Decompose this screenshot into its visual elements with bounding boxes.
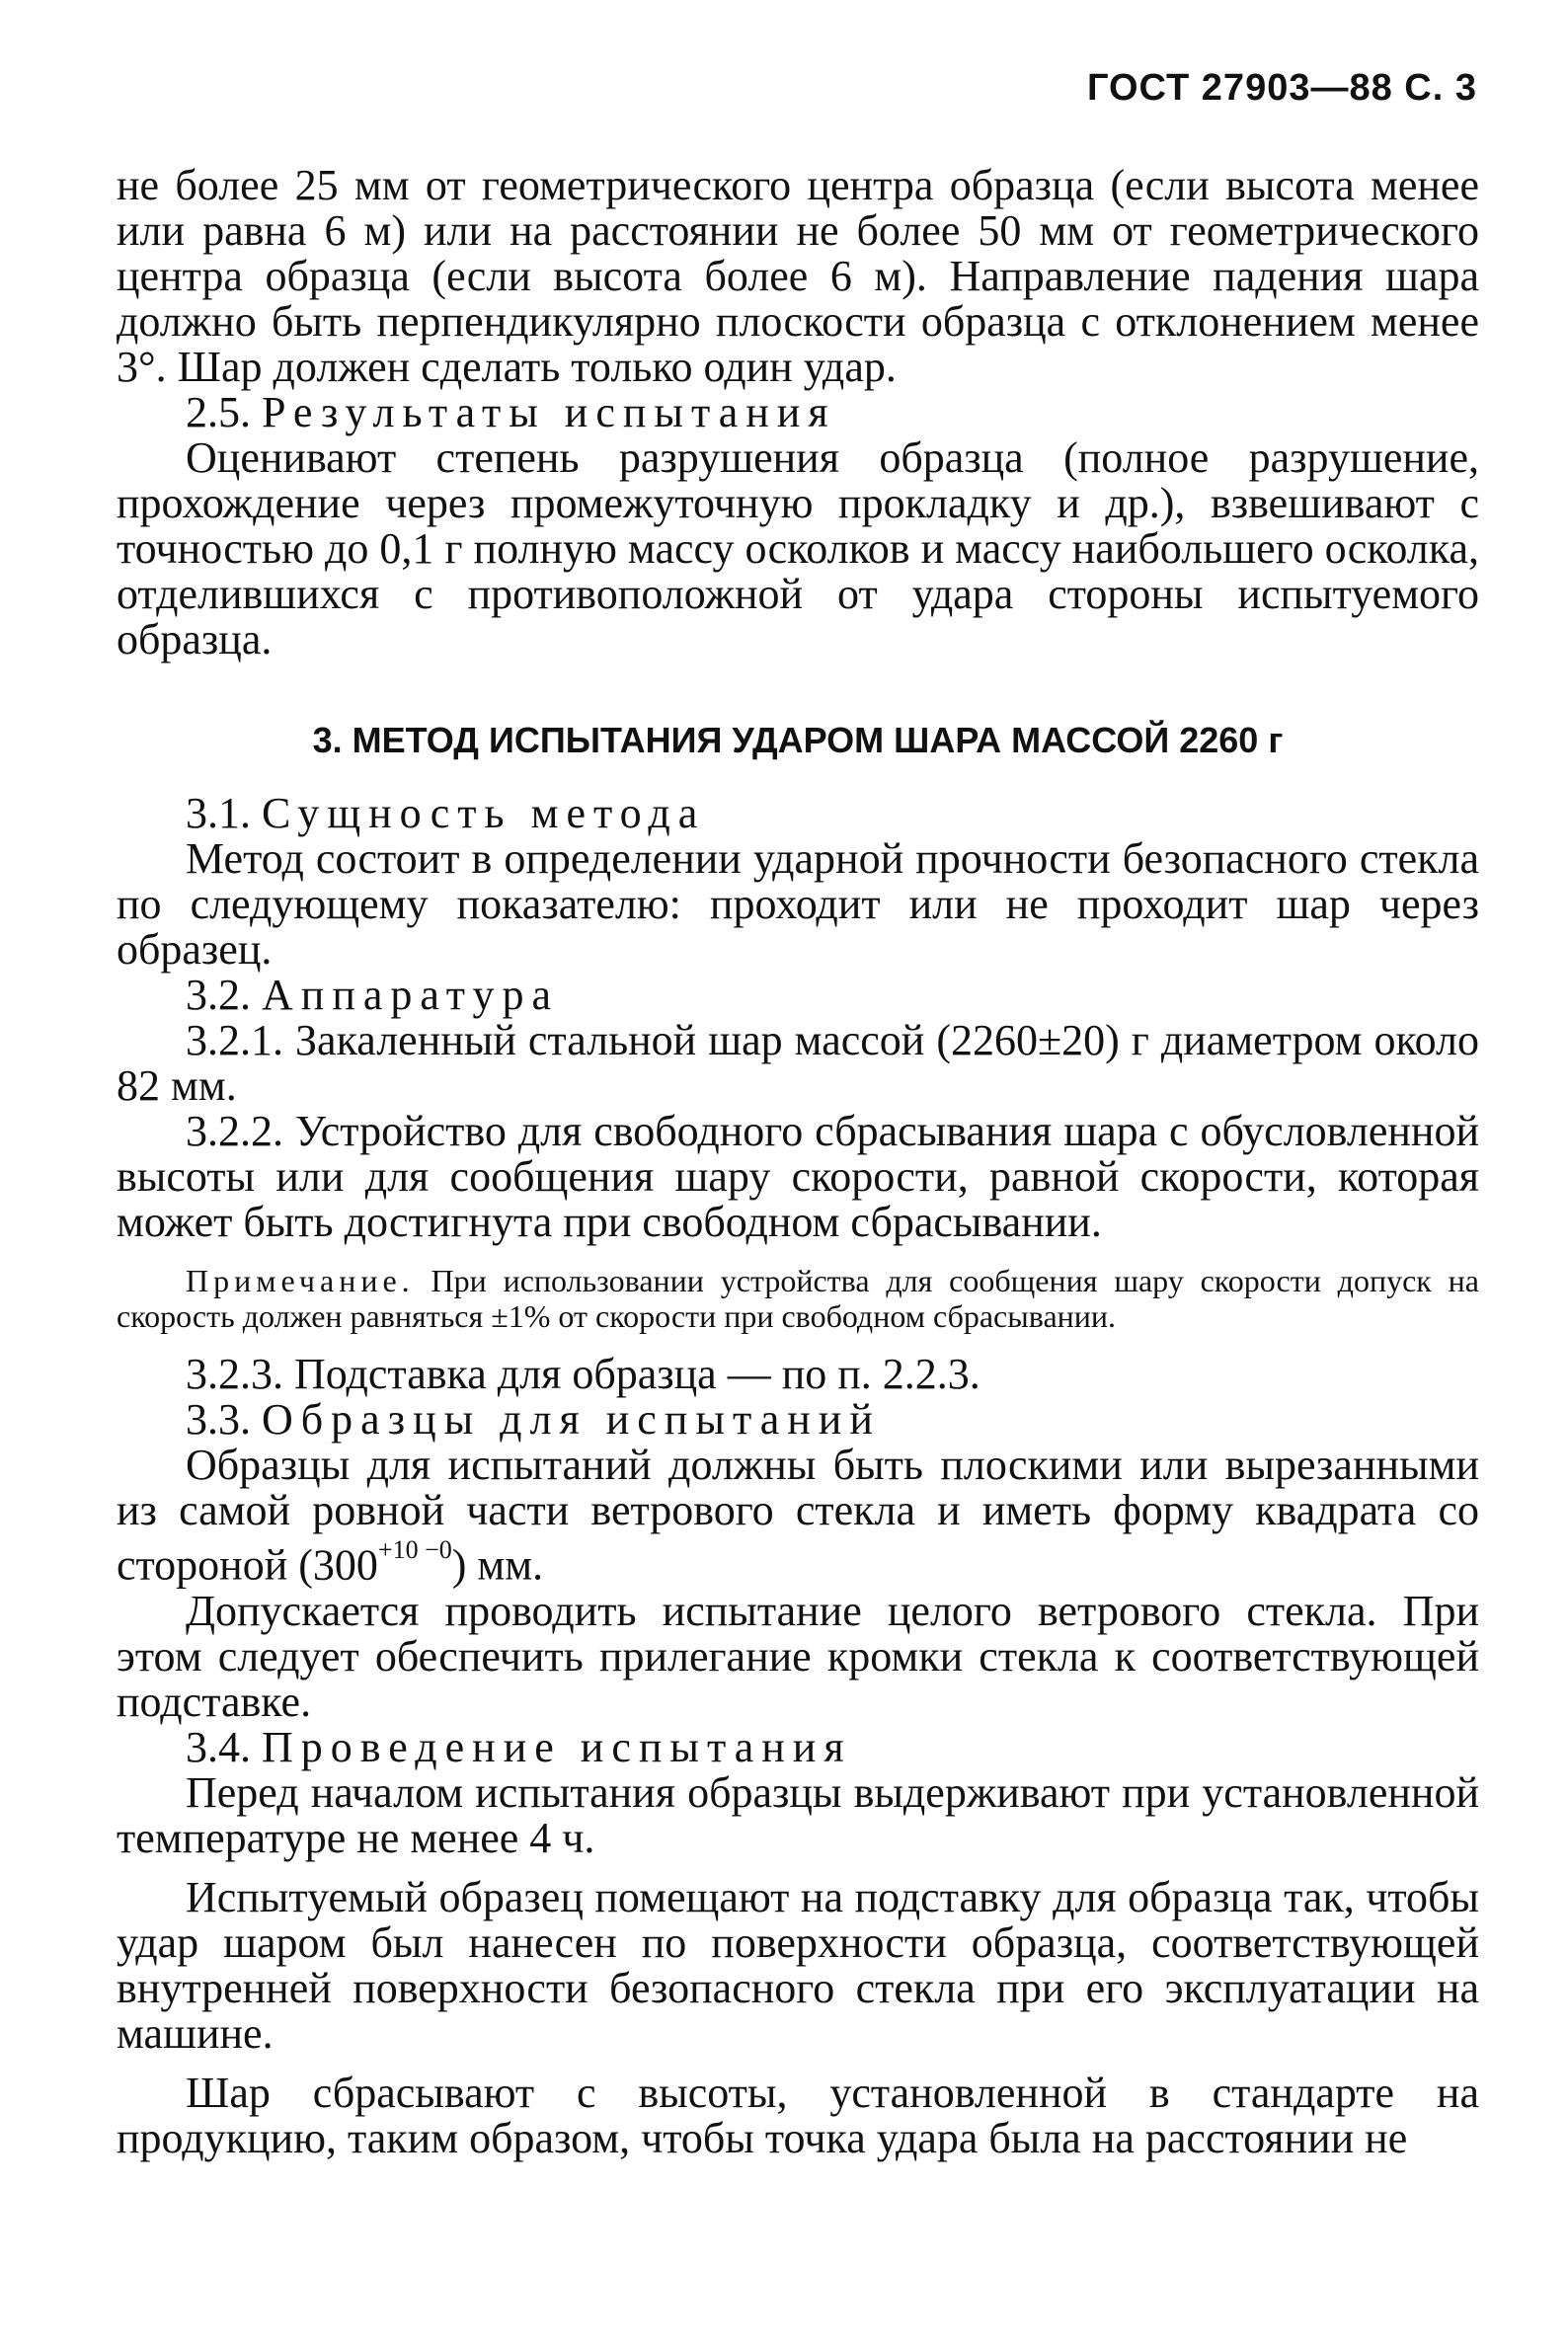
paragraph-3-4-c: Шар сбрасывают с высоты, установленной в стандарте на продукцию, таким образом, чтобы точка удара была на расстоянии не — [117, 2068, 1479, 2162]
paragraph-3-2-1: 3.2.1. Закаленный стальной шар массой (2260±20) г диаметром около 82 мм. — [117, 1016, 1479, 1110]
subsection-number: 2.5. — [186, 388, 251, 436]
section-3-title: 3. МЕТОД ИСПЫТАНИЯ УДАРОМ ШАРА МАССОЙ 2260 г — [312, 720, 1284, 760]
subsection-number: 3.2. — [186, 971, 251, 1019]
subsection-2-5-heading — [117, 390, 1479, 435]
paragraph-2-5: Оценивают степень разрушения образца (полное разрушение, прохождение через промежуточную прокладку и др.), взвешивают с точностью до 0,1 г полную массу осколков и массу наибольшего осколка, отделившихся с противоположной от удара стороны испытуемого образца. — [117, 433, 1479, 664]
note-text: При использовании устройства для сообщения шару скорости допуск на скорость должен равняться ±1% от скорости при свободном сбрасывании. — [117, 1263, 1480, 1334]
subsection-title: Результаты испытания — [262, 388, 836, 436]
paragraph-intro: не более 25 мм от геометрического центра образца (если высота менее или равна 6 м) или на расстоянии не более 50 мм от геометрического центра образца (если высота более 6 м). Направление падения шара должно быть перпендикулярно плоскости образца с отклонением менее 3°. Шар должен сделать только один удар. — [117, 161, 1479, 391]
paragraph-3-2-3: 3.2.3. Подставка для образца — по п. 2.2.3. — [186, 1350, 980, 1398]
paragraph-3-3-b: Допускается проводить испытание целого ветрового стекла. При этом следует обеспечить прилегание кромки стекла к соответствующей подставке. — [117, 1586, 1479, 1726]
subsection-number: 3.4. — [186, 1722, 251, 1771]
paragraph-3-4-a: Перед началом испытания образцы выдерживают при установленной температуре не менее 4 ч. — [117, 1767, 1479, 1862]
subsection-title: Аппаратура — [262, 971, 559, 1019]
subsection-3-1-heading — [117, 791, 1479, 836]
paragraph-3-1: Метод состоит в определении ударной прочности безопасного стекла по следующему показателю: проходит или не проходит шар через образец. — [117, 834, 1479, 974]
subsection-3-4-heading — [117, 1722, 1479, 1771]
subsection-title: Сущность метода — [262, 789, 706, 837]
paragraph-3-3-a — [117, 1443, 1479, 1589]
subsection-number: 3.1. — [186, 789, 251, 837]
paragraph-3-4-b: Испытуемый образец помещают на подставку для образца так, чтобы удар шаром был нанесен по поверхности образца, соответствующей внутренней поверхности безопасного стекла при его эксплуатации на машине. — [117, 1872, 1479, 2058]
tolerance: +10 −0 — [377, 1535, 452, 1564]
paragraph-text: Образцы для испытаний должны быть плоскими или вырезанными из самой ровной части ветрового стекла и иметь форму квадрата со стороной (300 — [117, 1441, 1479, 1590]
paragraph-text: ) мм. — [451, 1540, 544, 1590]
paragraph-3-2-2: 3.2.2. Устройство для свободного сбрасывания шара с обусловленной высоты или для сообщения шару скорости, равной скорости, которая может быть достигнута при свободном сбрасывании. — [117, 1107, 1479, 1246]
subsection-number: 3.3. — [186, 1395, 251, 1444]
page-header: ГОСТ 27903—88 С. 3 — [1086, 67, 1477, 109]
subsection-3-2-heading — [117, 973, 1479, 1018]
note — [117, 1263, 1479, 1334]
subsection-3-3-heading — [117, 1397, 1479, 1443]
subsection-title: Проведение испытания — [262, 1722, 852, 1771]
subsection-title: Образцы для испытаний — [262, 1395, 881, 1444]
note-label: Примечание. — [186, 1263, 415, 1298]
page-content — [117, 163, 1479, 2161]
